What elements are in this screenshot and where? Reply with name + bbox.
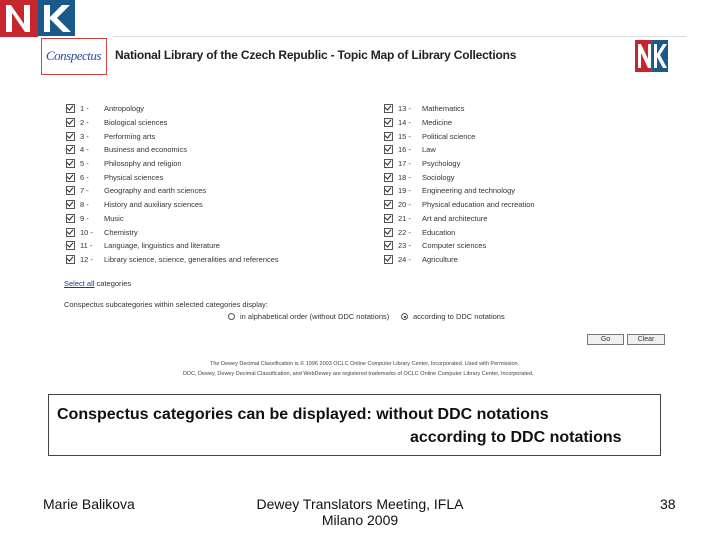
category-label: Performing arts (104, 131, 156, 141)
category-row[interactable] (66, 102, 279, 116)
checkbox-icon[interactable] (66, 104, 75, 113)
category-label: Political science (422, 131, 476, 141)
category-number: 4 - (80, 145, 89, 155)
category-number: 2 - (80, 118, 89, 128)
checkbox-icon[interactable] (384, 104, 393, 113)
category-row[interactable] (384, 170, 535, 184)
category-row[interactable] (384, 102, 535, 116)
category-label: Law (422, 145, 436, 155)
category-label: Mathematics (422, 104, 465, 114)
category-row[interactable] (66, 116, 279, 130)
select-all-row (64, 279, 131, 288)
category-number: 12 - (80, 254, 93, 264)
category-number: 13 - (398, 104, 411, 114)
category-label: Psychology (422, 159, 461, 169)
checkbox-icon[interactable] (66, 159, 75, 168)
checkbox-icon[interactable] (384, 241, 393, 250)
category-number: 1 - (80, 104, 89, 114)
top-divider (113, 36, 686, 37)
category-label: Philosophy and religion (104, 159, 182, 169)
category-label: Computer sciences (422, 241, 487, 251)
category-column-left (66, 102, 279, 266)
select-all-link[interactable]: Select all (64, 279, 95, 288)
select-all-suffix: categories (96, 279, 132, 288)
radio-off-icon[interactable] (228, 313, 235, 320)
category-label: Language, linguistics and literature (104, 241, 220, 251)
conspectus-logo (41, 38, 107, 75)
category-row[interactable] (66, 239, 279, 253)
checkbox-icon[interactable] (384, 255, 393, 264)
footer-author: Marie Balikova (43, 496, 135, 512)
checkbox-icon[interactable] (66, 214, 75, 223)
conspectus-logo-text: Conspectus (46, 48, 101, 63)
category-label: Library science, science, generalities and references (104, 254, 279, 264)
nk-corner-logo (0, 0, 75, 37)
category-number: 5 - (80, 159, 89, 169)
category-number: 20 - (398, 200, 411, 210)
category-label: Geography and earth sciences (104, 186, 207, 196)
category-row[interactable] (66, 157, 279, 171)
category-number: 24 - (398, 254, 411, 264)
category-label: Education (422, 227, 456, 237)
category-label: Agriculture (422, 254, 458, 264)
category-label: Music (104, 213, 124, 223)
category-number: 3 - (80, 131, 89, 141)
category-row[interactable] (66, 253, 279, 267)
category-number: 14 - (398, 118, 411, 128)
category-row[interactable] (66, 212, 279, 226)
category-number: 22 - (398, 227, 411, 237)
category-number: 21 - (398, 213, 411, 223)
checkbox-icon[interactable] (66, 132, 75, 141)
category-row[interactable] (384, 184, 535, 198)
category-number: 19 - (398, 186, 411, 196)
category-number: 10 - (80, 227, 93, 237)
category-row[interactable] (384, 212, 535, 226)
radio-ddc-label: according to DDC notations (413, 312, 505, 321)
checkbox-icon[interactable] (384, 159, 393, 168)
category-number: 9 - (80, 213, 89, 223)
caption-line-2: according to DDC notations (410, 429, 622, 446)
checkbox-icon[interactable] (66, 145, 75, 154)
category-row[interactable] (66, 129, 279, 143)
checkbox-icon[interactable] (384, 145, 393, 154)
go-button[interactable]: Go (587, 334, 624, 345)
checkbox-icon[interactable] (66, 241, 75, 250)
category-label: Art and architecture (422, 213, 488, 223)
clear-button[interactable]: Clear (627, 334, 665, 345)
checkbox-icon[interactable] (66, 186, 75, 195)
category-row[interactable] (384, 253, 535, 267)
category-number: 23 - (398, 241, 411, 251)
category-label: Antropology (104, 104, 145, 114)
category-label: Engineering and technology (422, 186, 515, 196)
checkbox-icon[interactable] (384, 173, 393, 182)
checkbox-icon[interactable] (66, 118, 75, 127)
footer-event-line-1: Dewey Translators Meeting, IFLA (256, 496, 464, 512)
footer-event-line-2: Milano 2009 (321, 512, 399, 528)
category-number: 7 - (80, 186, 89, 196)
checkbox-icon[interactable] (384, 132, 393, 141)
checkbox-icon[interactable] (384, 214, 393, 223)
category-row[interactable] (66, 170, 279, 184)
category-label: Physical sciences (104, 172, 164, 182)
category-label: Sociology (422, 172, 455, 182)
category-label: Biological sciences (104, 118, 168, 128)
nk-small-logo-icon (635, 40, 668, 72)
footer-event (240, 496, 480, 528)
radio-alphabetical[interactable] (228, 312, 389, 321)
category-row[interactable] (66, 198, 279, 212)
category-number: 8 - (80, 200, 89, 210)
category-label: Chemistry (104, 227, 138, 237)
category-row[interactable] (384, 129, 535, 143)
checkbox-icon[interactable] (384, 200, 393, 209)
category-row[interactable] (66, 143, 279, 157)
checkbox-icon[interactable] (66, 173, 75, 182)
radio-alphabetical-label: in alphabetical order (without DDC notations) (240, 312, 390, 321)
category-row[interactable] (384, 143, 535, 157)
category-number: 15 - (398, 131, 411, 141)
category-label: Business and economics (104, 145, 187, 155)
category-row[interactable] (66, 184, 279, 198)
checkbox-icon[interactable] (384, 228, 393, 237)
caption-line-1: Conspectus categories can be displayed: without DDC notations (57, 406, 549, 423)
category-number: 11 - (80, 241, 93, 251)
nk-logo-icon (0, 0, 75, 37)
page-title: National Library of the Czech Republic - Topic Map of Library Collections (115, 48, 517, 62)
category-row[interactable] (384, 239, 535, 253)
caption-box (48, 394, 661, 456)
category-number: 18 - (398, 172, 411, 182)
category-row[interactable] (384, 157, 535, 171)
category-column-right (384, 102, 535, 266)
category-label: History and auxiliary sciences (104, 200, 203, 210)
checkbox-icon[interactable] (384, 118, 393, 127)
category-number: 6 - (80, 172, 89, 182)
radio-on-icon[interactable] (401, 313, 408, 320)
slide-number: 38 (660, 496, 676, 512)
category-label: Medicine (422, 118, 453, 128)
screenshot-panel (38, 36, 686, 394)
category-row[interactable] (384, 198, 535, 212)
category-label: Physical education and recreation (422, 200, 535, 210)
radio-ddc[interactable] (401, 312, 505, 321)
credit-line-2: DDC, Dewey, Dewey Decimal Classification, and WebDewey are registered trademarks of OCLC Online Computer Library Center, Incorporated. (183, 371, 534, 377)
category-row[interactable] (384, 116, 535, 130)
checkbox-icon[interactable] (66, 228, 75, 237)
category-row[interactable] (66, 225, 279, 239)
category-number: 17 - (398, 159, 411, 169)
category-number: 16 - (398, 145, 411, 155)
subcategory-display-label: Conspectus subcategories within selected categories display: (64, 300, 268, 309)
checkbox-icon[interactable] (66, 200, 75, 209)
credit-line-1: The Dewey Decimal Classification is © 1996 2003 OCLC Online Computer Library Center, Incorporated. Used with Permission. (210, 361, 520, 367)
category-row[interactable] (384, 225, 535, 239)
checkbox-icon[interactable] (66, 255, 75, 264)
checkbox-icon[interactable] (384, 186, 393, 195)
